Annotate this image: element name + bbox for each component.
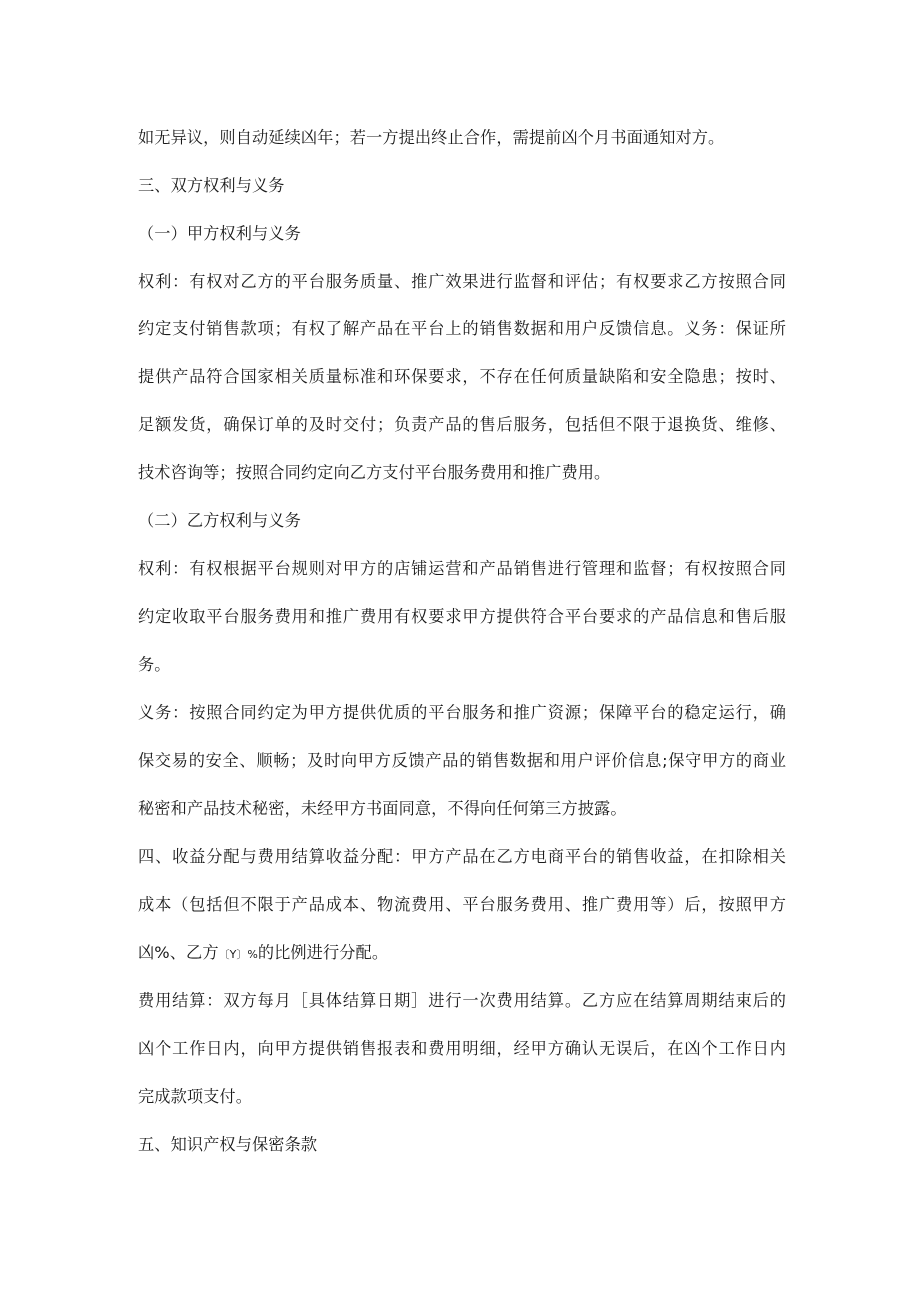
section-heading-rights-obligations: 三、双方权利与义务 — [138, 176, 285, 195]
paragraph-line: 完成款项支付。 — [138, 1087, 253, 1106]
paragraph-line: 提供产品符合国家相关质量标准和环保要求，不存在任何质量缺陷和安全隐患；按时、 — [138, 367, 786, 386]
paragraph-line: 保交易的安全、顺畅；及时向甲方反馈产品的销售数据和用户评价信息;保守甲方的商业 — [138, 751, 786, 770]
paragraph-line: 如无异议，则自动延续凶年；若一方提出终止合作，需提前凶个月书面通知对方。 — [138, 128, 725, 147]
paragraph-line: 权利：有权对乙方的平台服务质量、推广效果进行监督和评估；有权要求乙方按照合同 — [138, 272, 786, 291]
ratio-party-b-value: 〔Y〕% — [218, 948, 258, 961]
ratio-party-a-text: 凶%、乙方 — [138, 943, 219, 962]
paragraph-line-ratio — [138, 942, 388, 966]
subsection-heading-party-b: （二）乙方权利与义务 — [138, 511, 301, 530]
paragraph-line: 权利：有权根据平台规则对甲方的店铺运营和产品销售进行管理和监督；有权按照合同 — [138, 559, 786, 578]
subsection-heading-party-a: （一）甲方权利与义务 — [138, 224, 301, 243]
paragraph-line: 约定支付销售款项；有权了解产品在平台上的销售数据和用户反馈信息。义务：保证所 — [138, 319, 786, 338]
ratio-suffix-text: 的比例进行分配。 — [257, 943, 389, 962]
paragraph-line: 义务：按照合同约定为甲方提供优质的平台服务和推广资源；保障平台的稳定运行，确 — [138, 703, 786, 722]
section-heading-ip-confidentiality: 五、知识产权与保密条款 — [138, 1135, 318, 1154]
paragraph-line: 秘密和产品技术秘密，未经甲方书面同意，不得向任何第三方披露。 — [138, 799, 627, 818]
paragraph-line: 技术咨询等；按照合同约定向乙方支付平台服务费用和推广费用。 — [138, 463, 611, 482]
paragraph-line: 约定收取平台服务费用和推广费用有权要求甲方提供符合平台要求的产品信息和售后服 — [138, 607, 786, 626]
paragraph-line: 凶个工作日内，向甲方提供销售报表和费用明细，经甲方确认无误后，在凶个工作日内 — [138, 1039, 786, 1058]
paragraph-line: 成本（包括但不限于产品成本、物流费用、平台服务费用、推广费用等）后，按照甲方 — [138, 895, 786, 914]
paragraph-line: 足额发货，确保订单的及时交付；负责产品的售后服务，包括但不限于退换货、维修、 — [138, 415, 786, 434]
paragraph-line: 费用结算：双方每月［具体结算日期］进行一次费用结算。乙方应在结算周期结束后的 — [138, 991, 786, 1010]
section-heading-revenue-settlement: 四、收益分配与费用结算收益分配：甲方产品在乙方电商平台的销售收益，在扣除相关 — [138, 847, 786, 866]
paragraph-line: 务。 — [138, 655, 171, 674]
